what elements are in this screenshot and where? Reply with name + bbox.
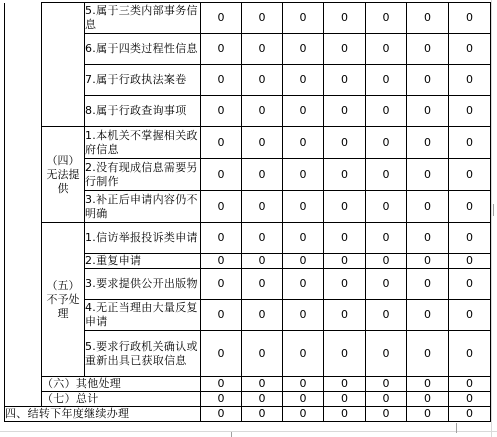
- value-cell[interactable]: 0: [283, 223, 324, 254]
- value-cell[interactable]: 0: [324, 407, 366, 422]
- value-cell[interactable]: 0: [366, 331, 407, 377]
- value-cell[interactable]: 0: [407, 407, 449, 422]
- value-cell[interactable]: 0: [242, 3, 283, 34]
- value-cell[interactable]: 0: [449, 300, 491, 331]
- value-cell[interactable]: 0: [201, 300, 242, 331]
- gridline: [491, 0, 492, 437]
- value-cell[interactable]: 0: [242, 223, 283, 254]
- value-cell[interactable]: 0: [366, 269, 407, 300]
- value-cell[interactable]: 0: [407, 159, 449, 191]
- value-cell[interactable]: 0: [366, 223, 407, 254]
- value-cell[interactable]: 0: [242, 34, 283, 65]
- value-cell[interactable]: 0: [366, 191, 407, 223]
- row-label[interactable]: 3.要求提供公开出版物: [85, 269, 201, 300]
- value-cell[interactable]: 0: [201, 223, 242, 254]
- value-cell[interactable]: 0: [407, 392, 449, 407]
- row-label[interactable]: 7.属于行政执法案卷: [85, 65, 201, 96]
- value-cell[interactable]: 0: [449, 3, 491, 34]
- table-row: [5, 127, 491, 159]
- value-cell[interactable]: 0: [366, 159, 407, 191]
- value-cell[interactable]: 0: [407, 3, 449, 34]
- value-cell[interactable]: 0: [283, 269, 324, 300]
- value-cell[interactable]: 0: [283, 3, 324, 34]
- gridline: [0, 431, 497, 432]
- value-cell[interactable]: 0: [407, 34, 449, 65]
- value-cell[interactable]: 0: [449, 65, 491, 96]
- group-cell-continued[interactable]: [42, 3, 85, 127]
- value-cell[interactable]: 0: [407, 96, 449, 127]
- value-cell[interactable]: 0: [283, 300, 324, 331]
- value-cell[interactable]: 0: [283, 331, 324, 377]
- value-cell[interactable]: 0: [449, 127, 491, 159]
- value-cell[interactable]: 0: [366, 377, 407, 392]
- row-label-carry-over[interactable]: 四、结转下年度继续办理: [5, 407, 201, 422]
- value-cell[interactable]: 0: [324, 34, 366, 65]
- value-cell[interactable]: 0: [407, 331, 449, 377]
- value-cell[interactable]: 0: [407, 65, 449, 96]
- outer-group-cell[interactable]: [5, 3, 42, 407]
- value-cell[interactable]: 0: [366, 65, 407, 96]
- row-label[interactable]: 2.重复申请: [85, 254, 201, 269]
- value-cell[interactable]: 0: [242, 377, 283, 392]
- value-cell[interactable]: 0: [283, 159, 324, 191]
- value-cell[interactable]: 0: [201, 377, 242, 392]
- value-cell[interactable]: 0: [201, 254, 242, 269]
- value-cell[interactable]: 0: [242, 96, 283, 127]
- cell-marker: [456, 423, 457, 433]
- value-cell[interactable]: 0: [283, 34, 324, 65]
- value-cell[interactable]: 0: [407, 127, 449, 159]
- value-cell[interactable]: 0: [201, 65, 242, 96]
- row-label[interactable]: 1.本机关不掌握相关政府信息: [85, 127, 201, 159]
- value-cell[interactable]: 0: [283, 407, 324, 422]
- table-row: [5, 223, 491, 254]
- value-cell[interactable]: 0: [283, 191, 324, 223]
- row-label[interactable]: 8.属于行政查询事项: [85, 96, 201, 127]
- value-cell[interactable]: 0: [201, 269, 242, 300]
- value-cell[interactable]: 0: [449, 191, 491, 223]
- value-cell[interactable]: 0: [324, 3, 366, 34]
- value-cell[interactable]: 0: [366, 392, 407, 407]
- table-row: [5, 377, 491, 392]
- value-cell[interactable]: 0: [242, 65, 283, 96]
- value-cell[interactable]: 0: [242, 392, 283, 407]
- row-label-total[interactable]: （七）总计: [42, 392, 201, 407]
- value-cell[interactable]: 0: [449, 159, 491, 191]
- row-label[interactable]: 6.属于四类过程性信息: [85, 34, 201, 65]
- value-cell[interactable]: 0: [242, 407, 283, 422]
- value-cell[interactable]: 0: [283, 65, 324, 96]
- value-cell[interactable]: 0: [407, 254, 449, 269]
- value-cell[interactable]: 0: [283, 377, 324, 392]
- table-row: [5, 3, 491, 34]
- value-cell[interactable]: 0: [324, 377, 366, 392]
- value-cell[interactable]: 0: [242, 331, 283, 377]
- value-cell[interactable]: 0: [324, 300, 366, 331]
- value-cell[interactable]: 0: [242, 300, 283, 331]
- value-cell[interactable]: 0: [201, 127, 242, 159]
- value-cell[interactable]: 0: [366, 96, 407, 127]
- table-row: [5, 392, 491, 407]
- value-cell[interactable]: 0: [366, 127, 407, 159]
- value-cell[interactable]: 0: [283, 254, 324, 269]
- value-cell[interactable]: 0: [324, 392, 366, 407]
- value-cell[interactable]: 0: [324, 223, 366, 254]
- value-cell[interactable]: 0: [201, 392, 242, 407]
- value-cell[interactable]: 0: [366, 254, 407, 269]
- cell-marker: [231, 432, 232, 437]
- value-cell[interactable]: 0: [242, 159, 283, 191]
- value-cell[interactable]: 0: [201, 159, 242, 191]
- value-cell[interactable]: 0: [324, 127, 366, 159]
- value-cell[interactable]: 0: [449, 331, 491, 377]
- value-cell[interactable]: 0: [324, 96, 366, 127]
- row-label[interactable]: 4.无正当理由大量反复申请: [85, 300, 201, 331]
- value-cell[interactable]: 0: [366, 34, 407, 65]
- group-label-not-processed[interactable]: （五）不予处理: [42, 223, 85, 377]
- value-cell[interactable]: 0: [283, 392, 324, 407]
- value-cell[interactable]: 0: [449, 254, 491, 269]
- value-cell[interactable]: 0: [324, 331, 366, 377]
- value-cell[interactable]: 0: [449, 34, 491, 65]
- value-cell[interactable]: 0: [201, 191, 242, 223]
- row-label[interactable]: 5.属于三类内部事务信息: [85, 3, 201, 34]
- statistics-table: [4, 2, 491, 422]
- value-cell[interactable]: 0: [324, 269, 366, 300]
- value-cell[interactable]: 0: [201, 3, 242, 34]
- value-cell[interactable]: 0: [449, 96, 491, 127]
- value-cell[interactable]: 0: [242, 254, 283, 269]
- group-label-cannot-provide[interactable]: （四）无法提供: [42, 127, 85, 223]
- value-cell[interactable]: 0: [407, 223, 449, 254]
- value-cell[interactable]: 0: [366, 300, 407, 331]
- value-cell[interactable]: 0: [449, 269, 491, 300]
- value-cell[interactable]: 0: [201, 34, 242, 65]
- value-cell[interactable]: 0: [324, 191, 366, 223]
- value-cell[interactable]: 0: [324, 65, 366, 96]
- value-cell[interactable]: 0: [449, 407, 491, 422]
- value-cell[interactable]: 0: [407, 300, 449, 331]
- value-cell[interactable]: 0: [201, 331, 242, 377]
- value-cell[interactable]: 0: [242, 269, 283, 300]
- row-label-other[interactable]: （六）其他处理: [42, 377, 201, 392]
- row-label[interactable]: 2.没有现成信息需要另行制作: [85, 159, 201, 191]
- value-cell[interactable]: 0: [407, 191, 449, 223]
- value-cell[interactable]: 0: [449, 223, 491, 254]
- value-cell[interactable]: 0: [366, 407, 407, 422]
- value-cell[interactable]: 0: [324, 159, 366, 191]
- value-cell[interactable]: 0: [283, 96, 324, 127]
- value-cell[interactable]: 0: [449, 392, 491, 407]
- value-cell[interactable]: 0: [201, 96, 242, 127]
- value-cell[interactable]: 0: [242, 191, 283, 223]
- value-cell[interactable]: 0: [242, 127, 283, 159]
- cell-marker: [493, 204, 494, 216]
- value-cell[interactable]: 0: [407, 377, 449, 392]
- value-cell[interactable]: 0: [407, 269, 449, 300]
- value-cell[interactable]: 0: [366, 3, 407, 34]
- value-cell[interactable]: 0: [449, 377, 491, 392]
- value-cell[interactable]: 0: [324, 254, 366, 269]
- row-label[interactable]: 5.要求行政机关确认或重新出具已获取信息: [85, 331, 201, 377]
- value-cell[interactable]: 0: [283, 127, 324, 159]
- table-row: [5, 407, 491, 422]
- value-cell[interactable]: 0: [201, 407, 242, 422]
- row-label[interactable]: 3.补正后申请内容仍不明确: [85, 191, 201, 223]
- row-label[interactable]: 1.信访举报投诉类申请: [85, 223, 201, 254]
